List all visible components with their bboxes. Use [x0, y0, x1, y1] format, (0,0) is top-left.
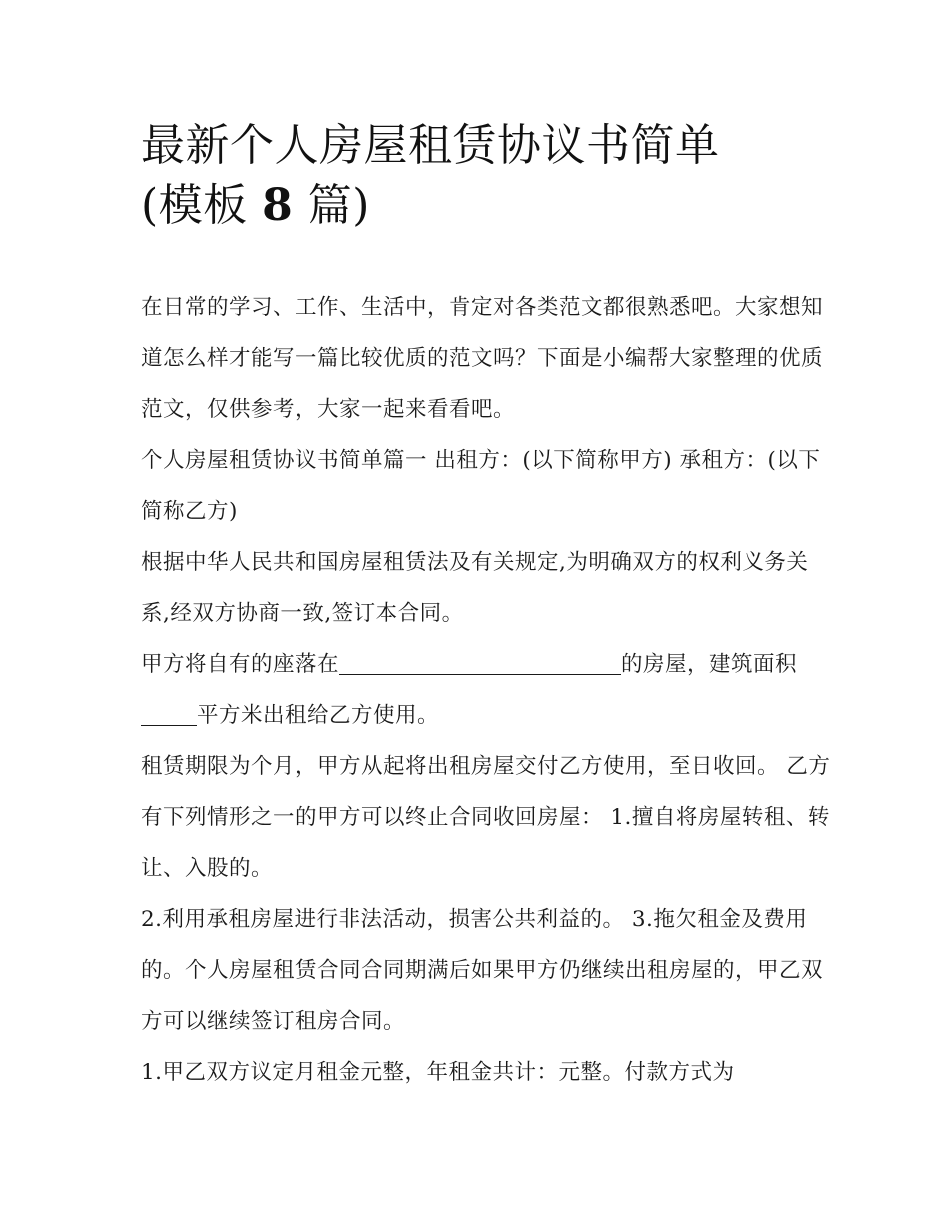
title-line-2-prefix: (模板: [141, 180, 263, 231]
address-blank: [339, 652, 621, 675]
basis-paragraph: 根据中华人民共和国房屋租赁法及有关规定,为明确双方的权利义务关系,经双方协商一致,签订本合同。: [141, 550, 809, 626]
document-body: [141, 282, 831, 1098]
intro-paragraph: 在日常的学习、工作、生活中，肯定对各类范文都很熟悉吧。大家想知道怎么样才能写一篇比较优质的范文吗？下面是小编帮大家整理的优质范文，仅供参考，大家一起来看看吧。: [141, 295, 824, 422]
property-paragraph: [141, 639, 831, 741]
property-prefix: 甲方将自有的座落在: [141, 652, 340, 677]
document-title: [141, 116, 831, 236]
rent-paragraph: 1.甲乙双方议定月租金元整，年租金共计：元整。付款方式为: [141, 1060, 735, 1085]
property-suffix: 平方米出租给乙方使用。: [197, 703, 440, 728]
title-line-1: 最新个人房屋租赁协议书简单: [141, 120, 720, 171]
title-line-2-number: 8: [262, 180, 294, 231]
term-paragraph: 租赁期限为个月，甲方从起将出租房屋交付乙方使用，至日收回。 乙方有下列情形之一的甲方可以终止合同收回房屋： 1.擅自将房屋转租、转让、入股的。: [141, 754, 831, 881]
title-line-2-suffix: 篇): [293, 180, 370, 231]
item2-paragraph: 2.利用承租房屋进行非法活动，损害公共利益的。 3.拖欠租金及费用的。个人房屋租赁合同合同期满后如果甲方仍继续出租房屋的，甲乙双方可以继续签订租房合同。: [141, 907, 824, 1034]
area-blank: [141, 703, 197, 726]
parties-paragraph: 个人房屋租赁协议书简单篇一 出租方：(以下简称甲方) 承租方：(以下简称乙方): [141, 448, 821, 524]
property-middle: 的房屋，建筑面积: [621, 652, 798, 677]
